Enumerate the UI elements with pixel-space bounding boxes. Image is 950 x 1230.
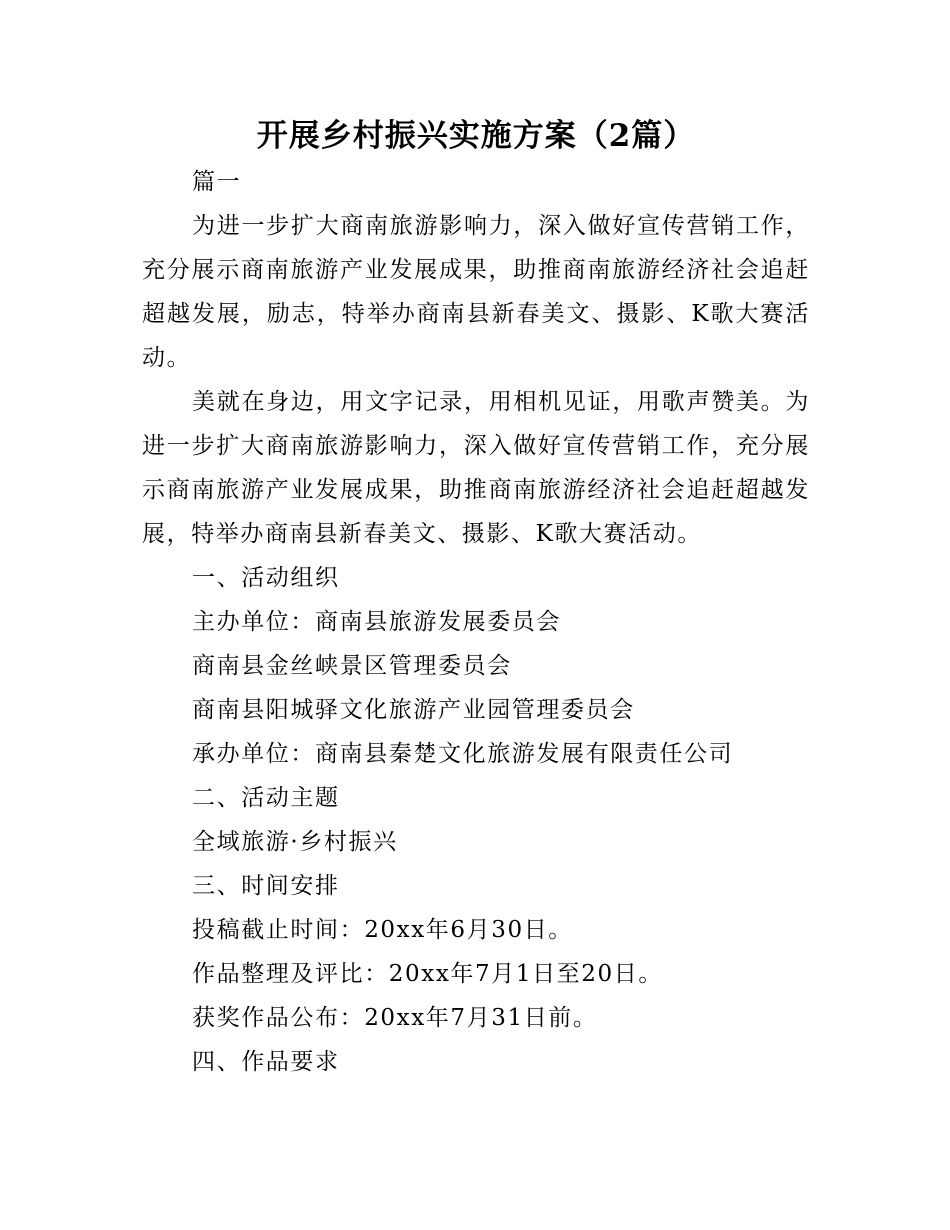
paragraph-evaluation: 作品整理及评比：20xx年7月1日至20日。 xyxy=(192,961,663,987)
paragraph-section-label: 篇一 xyxy=(192,169,242,195)
paragraph-background: 美就在身边，用文字记录，用相机见证，用歌声赞美。为进一步扩大商南旅游影响力，深入做好宣传营销工作，充分展示商南旅游产业发展成果，助推商南旅游经济社会追赶超越发展，特举办商南县新春美文、摄影、K歌大赛活动。 xyxy=(142,389,810,547)
paragraph-host-unit: 主办单位：商南县旅游发展委员会 xyxy=(192,609,561,635)
paragraph-announcement: 获奖作品公布：20xx年7月31日前。 xyxy=(192,1005,598,1031)
paragraph-organizer-unit: 承办单位：商南县秦楚文化旅游发展有限责任公司 xyxy=(192,741,734,767)
heading-activity-theme: 二、活动主题 xyxy=(192,785,340,811)
heading-schedule: 三、时间安排 xyxy=(192,873,340,899)
paragraph-theme: 全域旅游·乡村振兴 xyxy=(192,829,398,855)
document-title: 开展乡村振兴实施方案（2篇） xyxy=(256,118,696,154)
paragraph-host-unit-3: 商南县阳城驿文化旅游产业园管理委员会 xyxy=(192,697,635,723)
paragraph-intro: 为进一步扩大商南旅游影响力，深入做好宣传营销工作，充分展示商南旅游产业发展成果，助推商南旅游经济社会追赶超越发展，励志，特举办商南县新春美文、摄影、K歌大赛活动。 xyxy=(142,213,810,371)
paragraph-deadline: 投稿截止时间：20xx年6月30日。 xyxy=(192,917,573,943)
paragraph-host-unit-2: 商南县金丝峡景区管理委员会 xyxy=(192,653,512,679)
heading-work-requirements: 四、作品要求 xyxy=(192,1049,340,1075)
document-body xyxy=(142,160,810,1084)
heading-activity-organization: 一、活动组织 xyxy=(192,565,340,591)
